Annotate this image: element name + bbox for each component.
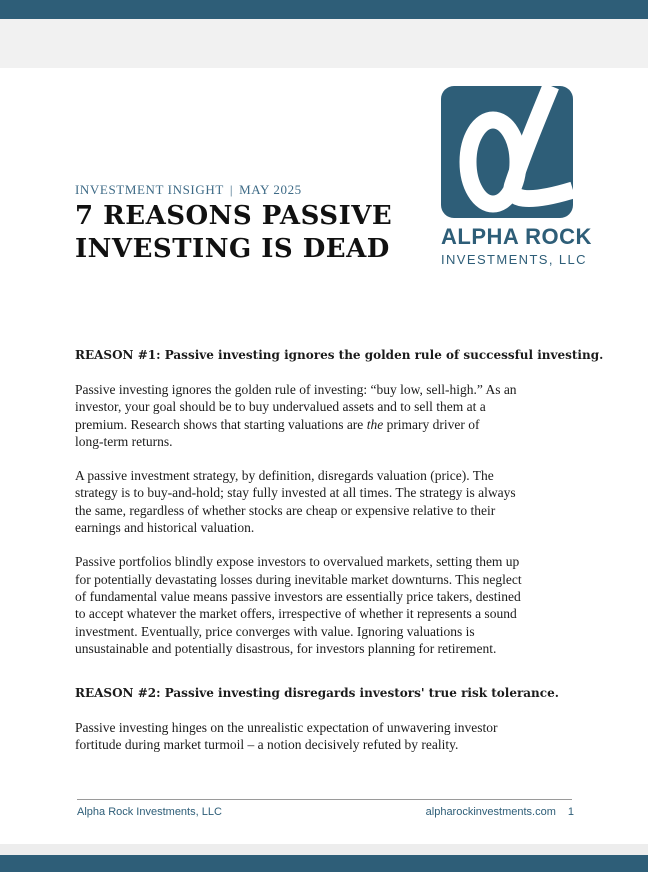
- company-logo: [441, 86, 592, 267]
- emphasis: the: [366, 416, 384, 432]
- kicker-date: MAY 2025: [239, 182, 302, 197]
- text-line: primary driver of: [383, 416, 480, 432]
- text-line: fortitude during market turmoil – a notion decisively refuted by reality.: [75, 737, 459, 753]
- title-line-1: 7 REASONS PASSIVE: [75, 201, 393, 231]
- text-line: investment. Eventually, price converges with value. Ignoring valuations is: [75, 623, 475, 639]
- kicker-label: INVESTMENT INSIGHT: [75, 182, 224, 197]
- footer-website[interactable]: alpharockinvestments.com: [425, 806, 556, 818]
- reason-1-heading: REASON #1: Passive investing ignores the golden rule of successful investing.: [75, 348, 604, 362]
- text-line: investor, your goal should be to buy undervalued assets and to sell them at a: [75, 399, 486, 415]
- text-line: the same, regardless of whether stocks are cheap or expensive relative to their: [75, 502, 496, 518]
- footer-right: [426, 806, 574, 818]
- bottom-accent-bar: [0, 855, 648, 872]
- kicker-separator: |: [229, 182, 234, 197]
- footer-divider: [77, 799, 572, 800]
- text-line: to accept whatever the market offers, irrespective of whether it represents a sound: [75, 606, 517, 622]
- reason-2-paragraph-1: [75, 719, 575, 754]
- text-line: of fundamental value means passive investors are essentially price takers, destined: [75, 588, 521, 604]
- reason-1-paragraph-3: [75, 553, 575, 657]
- footer-band: [0, 844, 648, 855]
- logo-name: ALPHA ROCK: [441, 224, 592, 249]
- reason-1-paragraph-2: [75, 467, 575, 536]
- reason-1-paragraph-1: [75, 381, 575, 450]
- logo-subtitle: INVESTMENTS, LLC: [441, 252, 587, 267]
- article-body: [75, 346, 604, 754]
- text-line: unsustainable and potentially disastrous, for investors planning for retirement.: [75, 640, 497, 656]
- text-line: Passive investing ignores the golden rule of investing: “buy low, sell-high.” As an: [75, 382, 517, 397]
- text-line: premium. Research shows that starting valuations are: [75, 416, 367, 432]
- title-line-2: INVESTING IS DEAD: [75, 234, 390, 264]
- alpha-icon: [441, 86, 573, 218]
- kicker: [75, 182, 302, 198]
- text-line: long-term returns.: [75, 433, 173, 449]
- text-line: for potentially devastating losses during inevitable market downturns. This neglect: [75, 571, 522, 587]
- page-title: [75, 200, 405, 266]
- header-band: [0, 19, 648, 68]
- top-accent-bar: [0, 0, 648, 19]
- text-line: strategy is to buy-and-hold; stay fully invested at all times. The strategy is always: [75, 485, 516, 501]
- page-number: 1: [567, 806, 574, 818]
- footer-company: Alpha Rock Investments, LLC: [77, 806, 222, 818]
- text-line: Passive portfolios blindly expose investors to overvalued markets, setting them up: [75, 554, 520, 570]
- text-line: A passive investment strategy, by definition, disregards valuation (price). The: [75, 468, 494, 484]
- reason-2-heading: REASON #2: Passive investing disregards investors' true risk tolerance.: [75, 686, 559, 701]
- text-line: earnings and historical valuation.: [75, 520, 255, 536]
- text-line: Passive investing hinges on the unrealistic expectation of unwavering investor: [75, 720, 498, 736]
